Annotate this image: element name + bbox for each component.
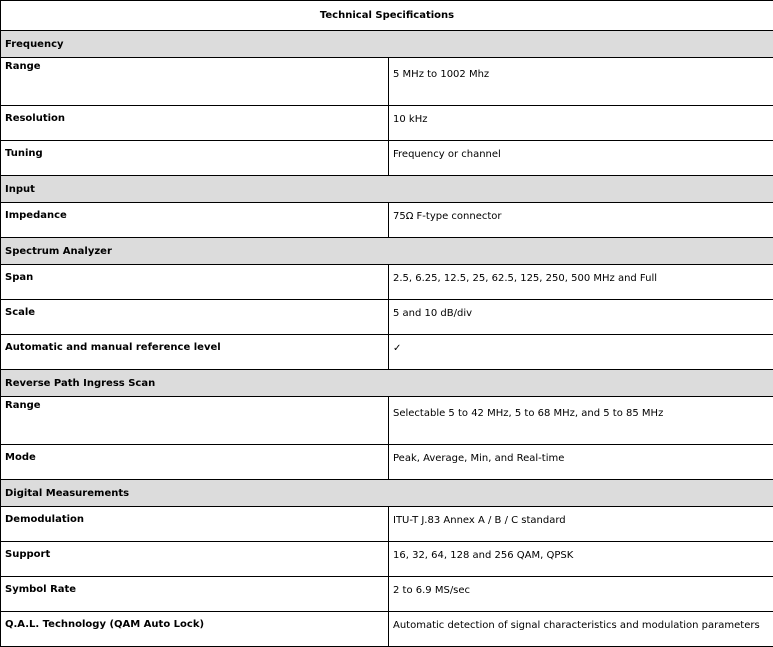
section-header-row	[1, 176, 773, 203]
section-title: Reverse Path Ingress Scan	[1, 370, 773, 397]
section-header-row	[1, 238, 773, 265]
spec-value: ITU-T J.83 Annex A / B / C standard	[389, 507, 773, 542]
spec-value: Peak, Average, Min, and Real-time	[389, 445, 773, 480]
section-title: Frequency	[1, 31, 773, 58]
table-row	[1, 577, 773, 612]
spec-label: Impedance	[1, 203, 389, 238]
table-row	[1, 397, 773, 445]
spec-label: Mode	[1, 445, 389, 480]
spec-label: Symbol Rate	[1, 577, 389, 612]
spec-value: Frequency or channel	[389, 141, 773, 176]
table-row	[1, 141, 773, 176]
table-row	[1, 507, 773, 542]
spec-label: Span	[1, 265, 389, 300]
spec-label: Q.A.L. Technology (QAM Auto Lock)	[1, 612, 389, 647]
table-header-row	[1, 1, 773, 31]
spec-label: Tuning	[1, 141, 389, 176]
spec-label: Range	[1, 397, 389, 445]
spec-value: 5 and 10 dB/div	[389, 300, 773, 335]
section-header-row	[1, 480, 773, 507]
spec-value: 5 MHz to 1002 Mhz	[389, 58, 773, 106]
spec-label: Resolution	[1, 106, 389, 141]
table-row	[1, 445, 773, 480]
checkmark-icon: ✓	[389, 335, 773, 370]
spec-value: 16, 32, 64, 128 and 256 QAM, QPSK	[389, 542, 773, 577]
spec-label: Range	[1, 58, 389, 106]
table-row	[1, 335, 773, 370]
spec-value: 2.5, 6.25, 12.5, 25, 62.5, 125, 250, 500 MHz and Full	[389, 265, 773, 300]
spec-label: Automatic and manual reference level	[1, 335, 389, 370]
spec-label: Demodulation	[1, 507, 389, 542]
section-header-row	[1, 31, 773, 58]
table-row	[1, 300, 773, 335]
spec-label: Scale	[1, 300, 389, 335]
section-title: Input	[1, 176, 773, 203]
spec-value: Automatic detection of signal characteristics and modulation parameters	[389, 612, 773, 647]
section-title: Spectrum Analyzer	[1, 238, 773, 265]
spec-value: Selectable 5 to 42 MHz, 5 to 68 MHz, and 5 to 85 MHz	[389, 397, 773, 445]
table-row	[1, 265, 773, 300]
spec-value: 75Ω F-type connector	[389, 203, 773, 238]
table-row	[1, 542, 773, 577]
spec-value: 10 kHz	[389, 106, 773, 141]
section-header-row	[1, 370, 773, 397]
spec-label: Support	[1, 542, 389, 577]
table-row	[1, 58, 773, 106]
table-row	[1, 203, 773, 238]
table-title: Technical Specifications	[1, 1, 773, 31]
section-title: Digital Measurements	[1, 480, 773, 507]
table-row	[1, 106, 773, 141]
table-row	[1, 612, 773, 647]
spec-value: 2 to 6.9 MS/sec	[389, 577, 773, 612]
spec-table-body	[1, 1, 773, 647]
